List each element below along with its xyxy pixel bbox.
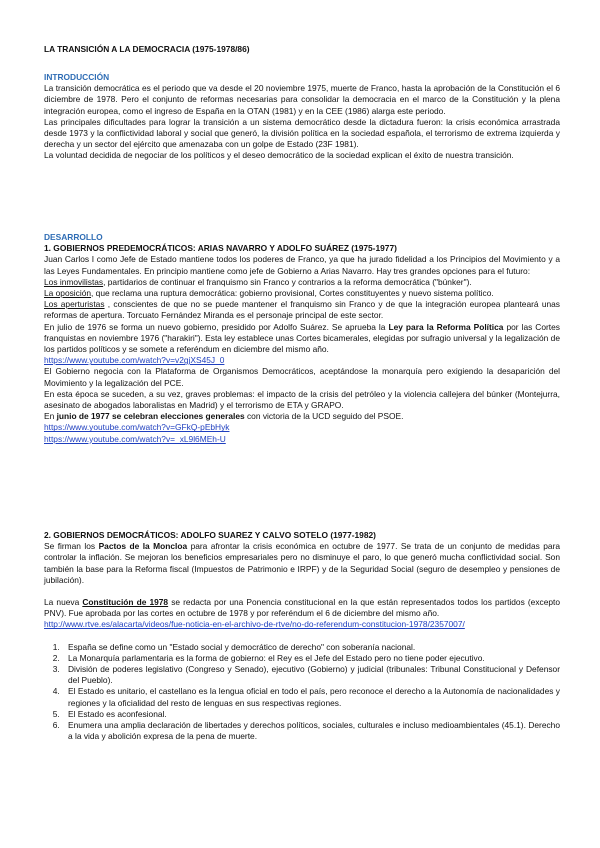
elecciones-text-c: con victoria de la UCD seguido del PSOE. [244, 411, 404, 422]
moncloa-text-a: Se firman los [44, 541, 99, 552]
list-item: 5. El Estado es aconfesional. [62, 709, 560, 720]
oposicion-text: , que reclama una ruptura democrática: gobierno provisional, Cortes constituyentes y nuevo sistema político. [91, 288, 494, 299]
option-aperturistas [44, 299, 560, 321]
list-item: 2. La Monarquía parlamentaria es la forma de gobierno: el Rey es el Jefe del Estado pero no tiene poder ejecutivo. [62, 653, 560, 664]
constitucion-text-a: La nueva [44, 597, 83, 608]
desarrollo-heading: DESARROLLO [44, 232, 103, 242]
constitution-points-list [44, 642, 560, 743]
paragraph-julio-1976 [44, 322, 560, 356]
intro-heading: INTRODUCCIÓN [44, 72, 110, 82]
intro-section [44, 72, 560, 162]
option-oposicion [44, 288, 560, 299]
term-oposicion: La oposición [44, 288, 92, 299]
aperturistas-text: , conscientes de que no se puede mantener el franquismo sin Franco y de que la integración europea planteará unas reformas de apertura. Torcuato Fernández Miranda es el personaje principal de este sector. [44, 299, 560, 321]
constitucion-1978: Constitución de 1978 [82, 597, 169, 608]
list-item: 3. División de poderes legislativo (Congreso y Senado), ejecutivo (Gobierno) y judicial (tribunales: Tribunal Constitucional y Defensor del Pueblo). [62, 664, 560, 686]
option-inmovilistas [44, 277, 560, 288]
section-2 [44, 530, 560, 742]
inmovilistas-text: , partidarios de continuar el franquismo sin Franco y contrarios a la reforma democrática ("búnker"). [103, 276, 472, 287]
list-item: 6. Enumera una amplia declaración de libertades y derechos políticos, sociales, culturales e incluso medioambientales (45.1). Derecho a la vida y abolición expresa de la pena de muerte. [62, 720, 560, 742]
youtube-link-3[interactable]: https://www.youtube.com/watch?v=_xL9l6MEh-U [44, 433, 226, 444]
list-item: 1. España se define como un "Estado social y democrático de derecho" con soberanía nacional. [62, 642, 560, 653]
paragraph-constitucion [44, 597, 560, 619]
julio-text-c: por las Cortes franquistas en noviembre 1976 ("harakiri"). Esta ley establece unas Cortes bicamerales, elegidas por sufragio universal y la legalización de los partidos políticos y se somete a referéndum en diciembre del mismo año. [44, 321, 560, 355]
ley-reforma-politica: Ley para la Reforma Política [388, 321, 504, 332]
pactos-moncloa: Pactos de la Moncloa [98, 541, 188, 552]
paragraph-epoca: En esta época se suceden, a su vez, graves problemas: el impacto de la crisis del petróleo y la violencia callejera del búnker (Montejurra, asesinato de abogados laboralistas en Madrid) y el terrorismo de ETA y GRAPO. [44, 388, 560, 411]
paragraph-pce: El Gobierno negocia con la Plataforma de Organismos Democráticos, aceptándose la monarquía pero exigiendo la desaparición del Movimiento y la legalización del PCE. [44, 366, 560, 388]
elecciones-text-a: En [44, 411, 57, 422]
term-inmovilistas: Los inmovilistas [44, 276, 104, 287]
term-aperturistas: Los aperturistas [44, 299, 105, 310]
paragraph-moncloa [44, 541, 560, 586]
section-2-heading: 2. GOBIERNOS DEMOCRÁTICOS: ADOLFO SUAREZ Y CALVO SOTELO (1977-1982) [44, 530, 376, 540]
elecciones-bold: junio de 1977 se celebran elecciones generales [56, 411, 245, 422]
section-1-paragraph: Juan Carlos I como Jefe de Estado mantiene todos los poderes de Franco, ya que ha jurado fidelidad a los Principios del Movimiento y a las Leyes Fundamentales. En principio mantiene como jefe de Gobierno a Arias Navarro. Hay tres grandes opciones para el futuro: [44, 254, 560, 276]
youtube-link-2[interactable]: https://www.youtube.com/watch?v=GFkQ-pEbHyk [44, 422, 230, 433]
desarrollo-section [44, 232, 560, 445]
list-item: 4. El Estado es unitario, el castellano es la lengua oficial en todo el país, pero reconoce el derecho a la Autonomía de nacionalidades y regiones y la oficialidad del resto de lenguas en sus respectivas regiones. [62, 686, 560, 708]
paragraph-elecciones [44, 411, 560, 422]
moncloa-text-c: para afrontar la crisis económica en octubre de 1977. Se trata de un conjunto de medidas para controlar la inflación. Se mejoran los beneficios empresariales pero no disminuye el paro, lo que generó mucha conflictividad social. Son también la base para la Reforma fiscal (Impuestos de Patrimonio e IRPF) y de la Seguridad Social (seguro de desempleo y pensiones de jubilación). [44, 541, 561, 585]
julio-text-a: En julio de 1976 se forma un nuevo gobierno, presidido por Adolfo Suárez. Se aprueba la [44, 321, 389, 332]
intro-paragraph-3: La voluntad decidida de negociar de los políticos y el deseo democrático de la sociedad explican el éxito de nuestra transición. [44, 150, 514, 161]
section-1-heading: 1. GOBIERNOS PREDEMOCRÁTICOS: ARIAS NAVARRO Y ADOLFO SUÁREZ (1975-1977) [44, 243, 397, 254]
youtube-link-1[interactable]: https://www.youtube.com/watch?v=v2gjXS45J_0 [44, 355, 225, 366]
rtve-link[interactable]: http://www.rtve.es/alacarta/videos/fue-noticia-en-el-archivo-de-rtve/no-do-referendum-constitucion-1978/2357007/ [44, 619, 465, 630]
intro-paragraph-2: Las principales dificultades para lograr la transición a un sistema democrático desde la dictadura fueron: la crisis económica arrastrada desde 1973 y la conflictividad laboral y social que generó, la división política en la sociedad española, el terrorismo de extrema izquierda y derecha y un sector del ejército que amenazaba con un golpe de Estado (23F 1981). [44, 116, 560, 150]
constitucion-text-c: se redacta por una Ponencia constitucional en la que están representados todos los partidos (excepto PNV). Fue aprobada por las cortes en octubre de 1978 y por referéndum el 6 de diciembre del mismo año. [44, 597, 560, 619]
intro-paragraph-1: La transición democrática es el periodo que va desde el 20 noviembre 1975, muerte de Franco, hasta la aprobación de la Constitución el 6 diciembre de 1978. Pero el conjunto de reformas necesarias para consolidar la democracia en el marco de la Constitución y la plena integración europea, como el ingreso de España en la OTAN (1981) y en la CEE (1986) alarga este periodo. [44, 83, 560, 116]
document-title: LA TRANSICIÓN A LA DEMOCRACIA (1975-1978/86) [44, 44, 250, 54]
